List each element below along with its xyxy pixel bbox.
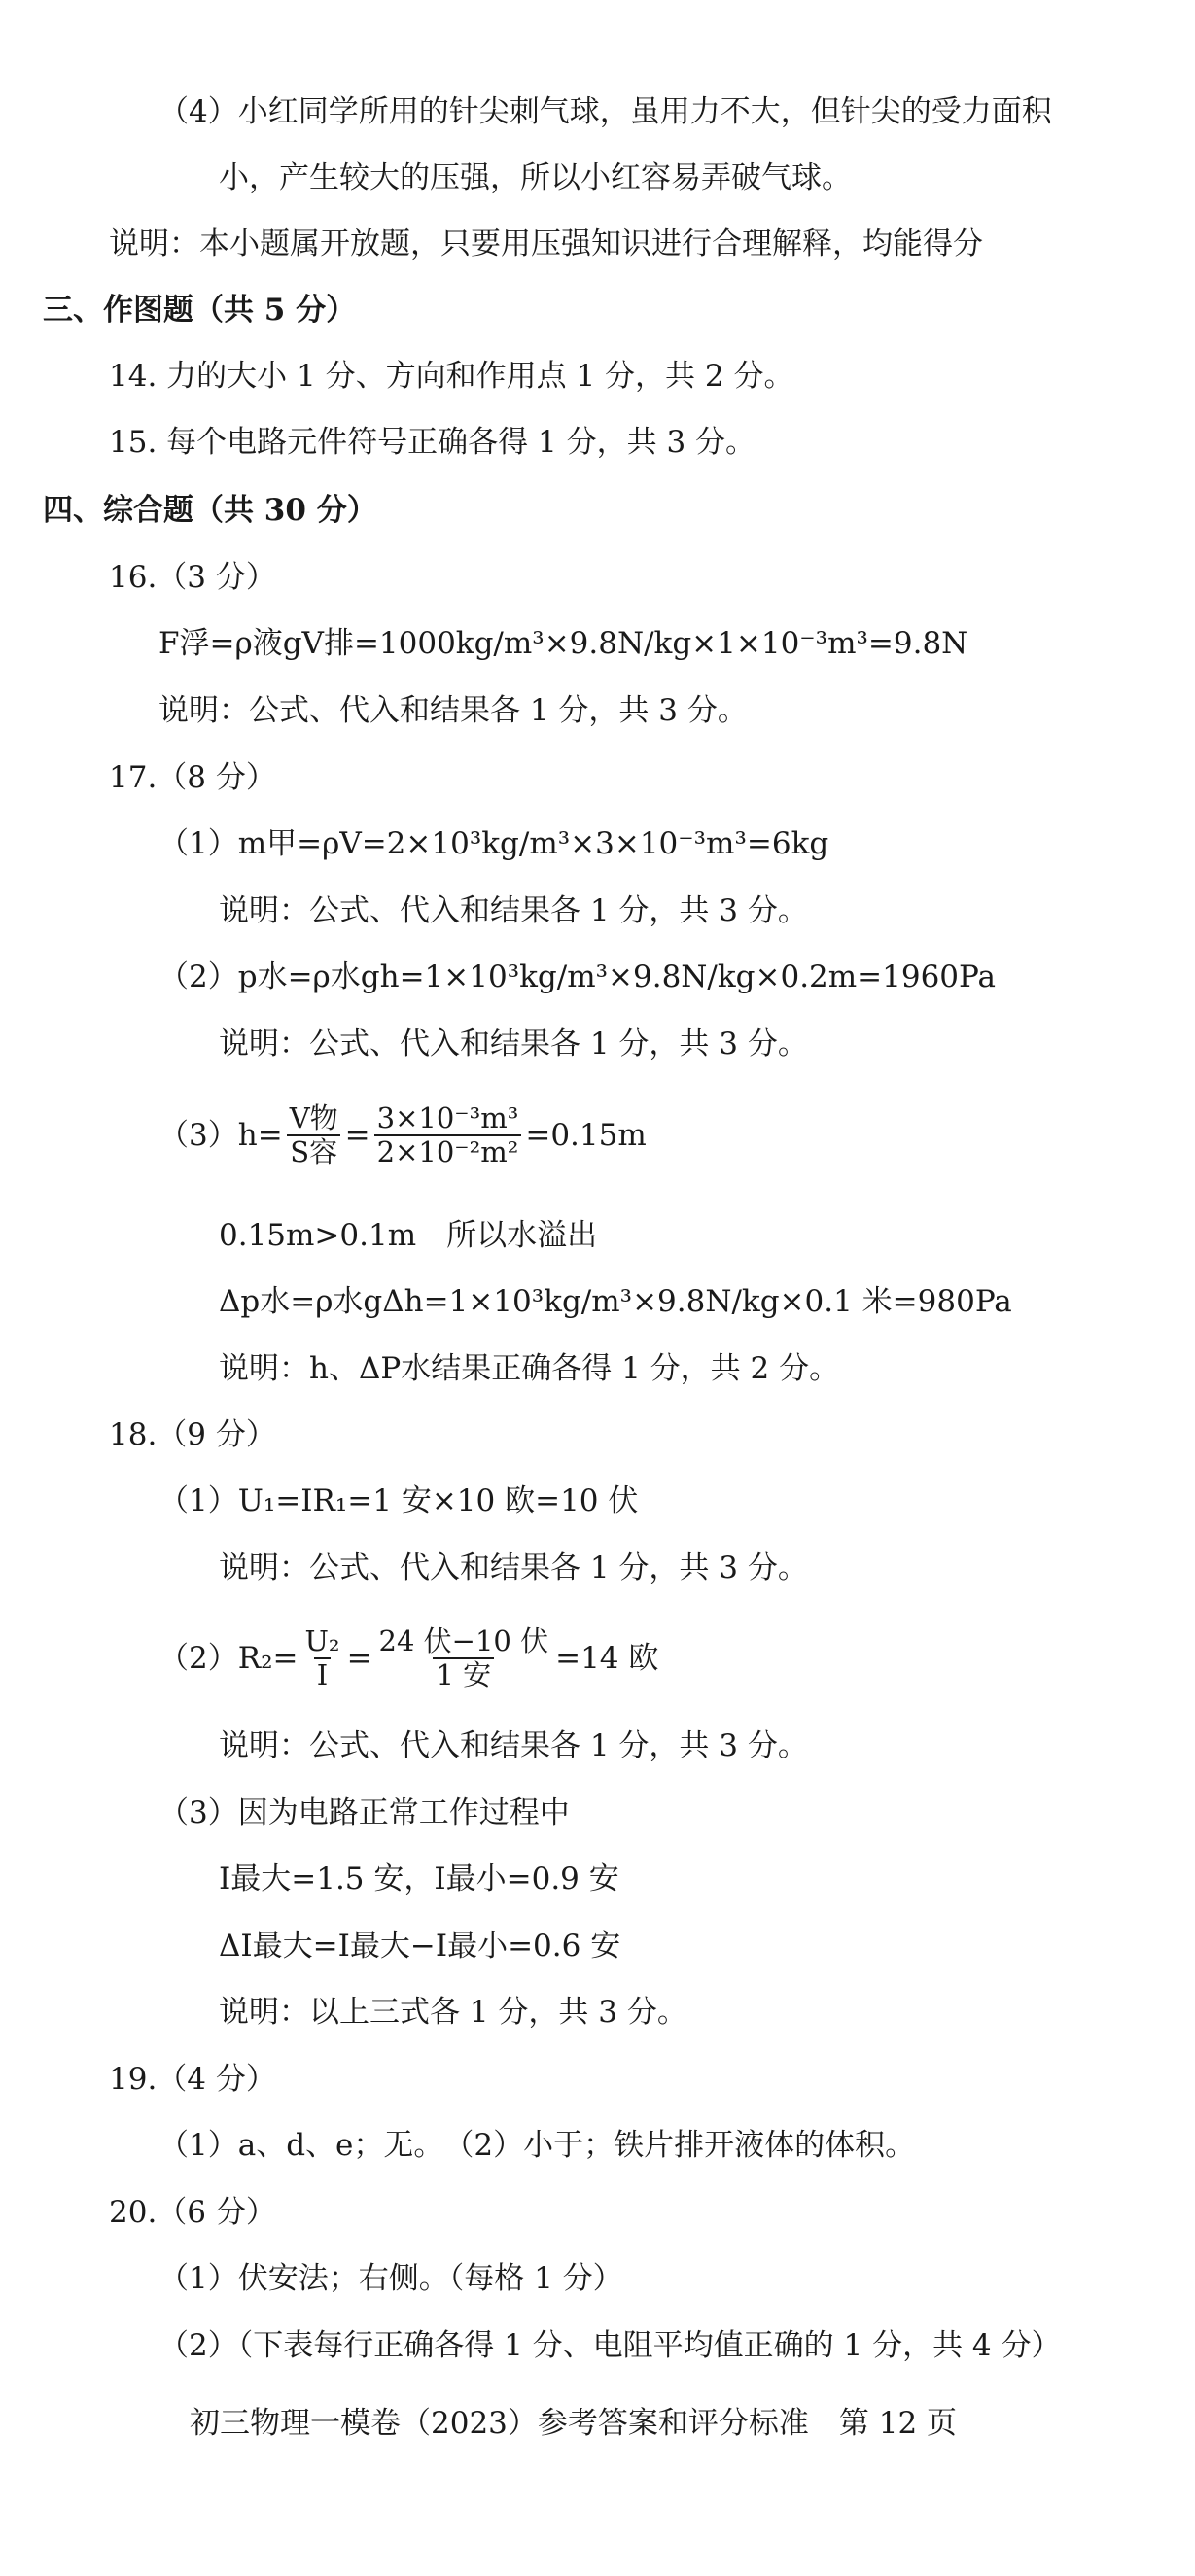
q17-p3-rhs: =0.15m <box>525 1117 647 1153</box>
q18-p2-den1: I <box>314 1657 331 1691</box>
q18-p2-num2: 24 伏−10 伏 <box>378 1624 549 1657</box>
q18-p2-rhs: =14 欧 <box>555 1640 659 1676</box>
section4-title: 四、综合题（共 30 分） <box>43 493 377 528</box>
q17-p3-fraction1 <box>287 1102 341 1169</box>
q18-p1-note: 说明：公式、代入和结果各 1 分，共 3 分。 <box>219 1550 808 1585</box>
q20-p1: （1）伏安法；右侧。（每格 1 分） <box>158 2261 623 2296</box>
q17-p3-note: 说明：h、ΔP水结果正确各得 1 分，共 2 分。 <box>219 1351 840 1386</box>
q18-p2-formula: （2） R₂= $\frac{\text{U₂}}{I}$ = $\frac{\text{24 伏−10 伏}}{\text{1 安}}$ =14 欧 <box>158 1624 659 1692</box>
q17-head: 17.（8 分） <box>109 760 276 795</box>
q20-p2: （2）（下表每行正确各得 1 分、电阻平均值正确的 1 分，共 4 分） <box>158 2328 1062 2363</box>
q17-p2-note: 说明：公式、代入和结果各 1 分，共 3 分。 <box>219 1027 808 1062</box>
q18-p1-formula: （1）U₁=IR₁=1 安×10 欧=10 伏 <box>158 1483 639 1518</box>
q18-p3-note: 说明：以上三式各 1 分，共 3 分。 <box>219 1995 687 2030</box>
q16-note: 说明：公式、代入和结果各 1 分，共 3 分。 <box>158 693 748 728</box>
q17-p3-lhs: h= <box>237 1117 283 1153</box>
q19-head: 19.（4 分） <box>109 2062 276 2097</box>
q13-4-line2: 小，产生较大的压强，所以小红容易弄破气球。 <box>219 160 852 195</box>
q18-p3-intro: （3）因为电路正常工作过程中 <box>158 1795 570 1830</box>
q18-p2-fraction2 <box>376 1625 552 1692</box>
q18-p2-den2: 1 安 <box>433 1657 494 1691</box>
note-open: 说明：本小题属开放题，只要用压强知识进行合理解释，均能得分 <box>109 226 983 261</box>
q15-text: 15. 每个电路元件符号正确各得 1 分，共 3 分。 <box>109 425 756 460</box>
q17-p3-formula: （3） h= $\frac{\text{V物}}{\text{S容}}$ = $\frac{\text{3×10⁻³m³}}{\text{2×10⁻²m²}}$ =0.15m <box>158 1101 647 1169</box>
q17-p1-formula: （1）m甲=ρV=2×10³kg/m³×3×10⁻³m³=6kg <box>158 826 829 861</box>
q17-p3-compare: 0.15m>0.1m 所以水溢出 <box>219 1218 598 1253</box>
q17-p1-note: 说明：公式、代入和结果各 1 分，共 3 分。 <box>219 893 808 928</box>
q18-p2-note: 说明：公式、代入和结果各 1 分，共 3 分。 <box>219 1728 808 1763</box>
q18-p2-label: （2） <box>158 1640 238 1676</box>
q17-p2-formula: （2）p水=ρ水gh=1×10³kg/m³×9.8N/kg×0.2m=1960Pa <box>158 959 996 994</box>
q17-p3-num2: 3×10⁻³m³ <box>376 1101 519 1134</box>
q18-p3-line2: ΔI最大=I最大−I最小=0.6 安 <box>219 1929 621 1964</box>
q16-formula: F浮=ρ液gV排=1000kg/m³×9.8N/kg×1×10⁻³m³=9.8N <box>158 626 968 661</box>
q13-4-line1: （4）小红同学所用的针尖刺气球，虽用力不大，但针尖的受力面积 <box>158 94 1052 129</box>
q18-p2-fraction1 <box>301 1625 342 1692</box>
q19-answer: （1）a、d、e；无。 （2）小于；铁片排开液体的体积。 <box>158 2128 916 2163</box>
q17-p3-delta: Δp水=ρ水gΔh=1×10³kg/m³×9.8N/kg×0.1 米=980Pa <box>219 1284 1012 1319</box>
q18-p2-lhs: R₂= <box>237 1640 299 1676</box>
q18-p3-line1: I最大=1.5 安，I最小=0.9 安 <box>219 1862 619 1897</box>
q18-p2-num1: U₂ <box>304 1624 340 1657</box>
q16-head: 16.（3 分） <box>109 560 276 595</box>
q17-p3-label: （3） <box>158 1117 238 1153</box>
q17-p3-num1: V物 <box>289 1101 338 1134</box>
q17-p3-fraction2 <box>374 1102 522 1169</box>
q20-head: 20.（6 分） <box>109 2195 276 2230</box>
page-footer: 初三物理一模卷（2023）参考答案和评分标准 第 12 页 <box>190 2406 958 2441</box>
q18-head: 18.（9 分） <box>109 1417 276 1452</box>
q17-p3-den2: 2×10⁻²m² <box>374 1134 522 1168</box>
q14-text: 14. 力的大小 1 分、方向和作用点 1 分，共 2 分。 <box>109 359 794 394</box>
section3-title: 三、作图题（共 5 分） <box>43 293 357 328</box>
q17-p3-den1: S容 <box>287 1134 340 1168</box>
